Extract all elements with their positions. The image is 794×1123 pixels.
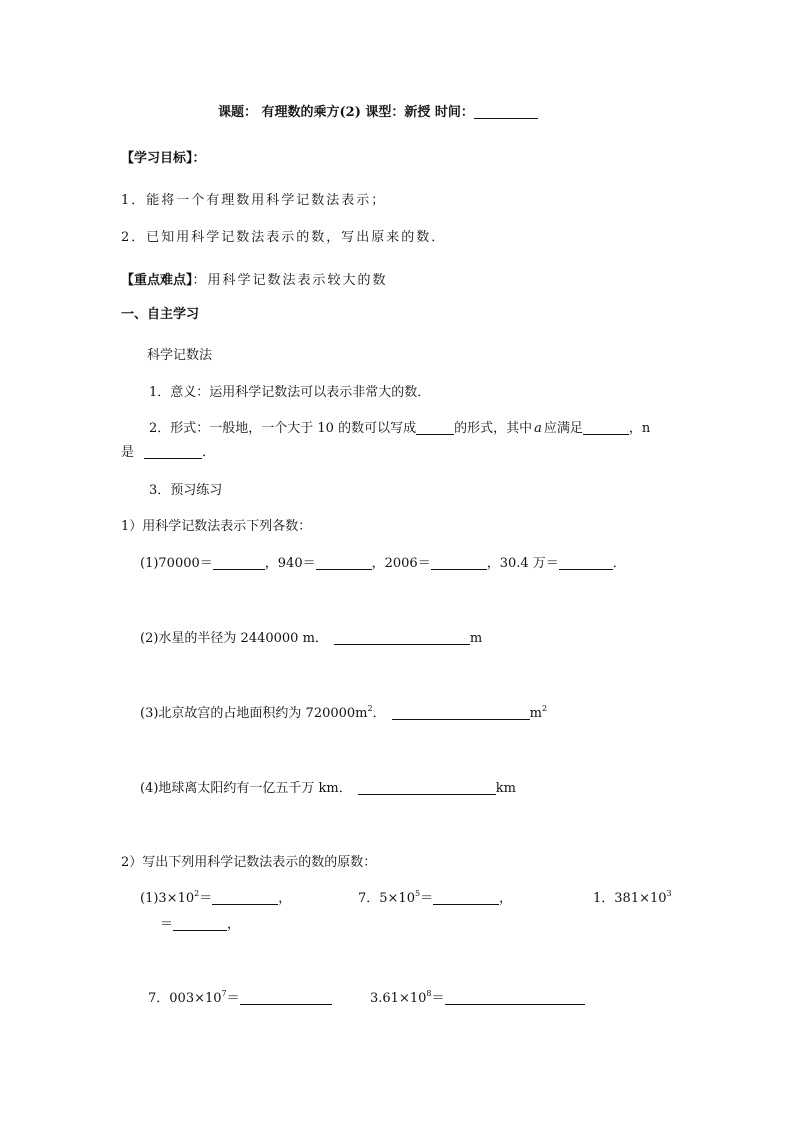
q2-item-3-cont — [160, 913, 240, 932]
q1-p3-sup: 2 — [367, 704, 373, 713]
q2-c-blank[interactable] — [173, 916, 227, 931]
q1-p1-blank-1[interactable] — [213, 555, 265, 570]
q2-c-eq: ＝ — [160, 917, 174, 932]
q1-p1-text-c: ，2006＝ — [371, 556, 431, 571]
q2-b-blank[interactable] — [433, 890, 499, 905]
q1-part4 — [140, 777, 516, 796]
q1-p3-unit: m — [529, 706, 542, 721]
q2-b-eq: ＝ — [420, 891, 434, 906]
form-blank-1[interactable] — [416, 420, 454, 435]
q1-p3-text-a: (3)北京故宫的占地面积约为 720000m — [140, 706, 368, 721]
q1-label: 1）用科学记数法表示下列各数： — [121, 519, 312, 534]
q2-d-blank[interactable] — [240, 990, 332, 1005]
q2-label: 2）写出下列用科学记数法表示的数的原数： — [121, 855, 377, 870]
q2-a-sup: 2 — [194, 889, 200, 898]
q2-b-sup: 5 — [414, 889, 421, 898]
q1-p3-text-b: ． — [372, 706, 386, 721]
q2-a-text: (1)3×10 — [140, 891, 195, 906]
q2-c-text: 1．381×10 — [593, 891, 667, 906]
form-text-a: 2．形式：一般地，一个大于 10 的数可以写成 — [149, 421, 417, 436]
q2-d-sup: 7 — [221, 989, 227, 998]
form-text-b: 的形式，其中 — [454, 421, 533, 436]
q2-c-sup: 3 — [666, 889, 672, 898]
form-variable: a — [534, 421, 542, 436]
q1-p3-blank[interactable] — [392, 705, 530, 720]
form-blank-3[interactable] — [144, 444, 202, 459]
q1-part2 — [140, 627, 482, 646]
q1-p3-unit-sup: 2 — [541, 704, 548, 713]
q1-p1-blank-4[interactable] — [559, 555, 613, 570]
q1-p1-blank-3[interactable] — [431, 555, 487, 570]
objectives-heading: 【学习目标】： — [121, 151, 206, 166]
form-text-d: ，n — [628, 421, 651, 436]
difficulty-text: ：用科学记数法表示较大的数 — [192, 273, 388, 288]
form-text-f: ． — [202, 445, 216, 460]
q2-a-end: ， — [278, 891, 292, 906]
q1-p4-unit: km — [495, 781, 516, 796]
q1-p2-unit: m — [469, 631, 483, 646]
q2-d-text: 7．003×10 — [148, 991, 222, 1006]
q2-item-5 — [370, 987, 585, 1006]
q2-item-1 — [140, 887, 291, 906]
form-blank-2[interactable] — [583, 420, 629, 435]
time-blank[interactable] — [474, 104, 538, 119]
form-line — [149, 417, 650, 436]
practice-heading: 3．预习练习 — [149, 483, 223, 498]
q2-b-end: ， — [499, 891, 513, 906]
q2-c-end: ， — [227, 917, 241, 932]
q2-item-3 — [593, 887, 672, 906]
form-text-c: 应满足 — [543, 421, 583, 436]
q1-p1-text-e: ． — [612, 556, 626, 571]
q2-e-sup: 8 — [426, 989, 432, 998]
q1-part3 — [140, 702, 547, 721]
page-title — [218, 101, 538, 120]
objective-item-2: 2．已知用科学记数法表示的数，写出原来的数． — [121, 230, 447, 245]
q1-p4-text-a: (4)地球离太阳约有一亿五千万 km． — [140, 781, 352, 796]
difficulty-heading: 【重点难点】 — [121, 273, 193, 288]
q2-e-blank[interactable] — [445, 990, 585, 1005]
q1-p1-text-b: ，940＝ — [264, 556, 316, 571]
q2-item-2 — [358, 887, 512, 906]
title-text: 课题： 有理数的乘方(2) 课型：新授 时间： — [218, 105, 474, 120]
q1-part1 — [140, 552, 626, 571]
q1-p1-text-d: ，30.4 万＝ — [486, 556, 559, 571]
objective-item-1: 1．能将一个有理数用科学记数法表示； — [121, 193, 387, 208]
meaning-text: 1．意义：运用科学记数法可以表示非常大的数． — [149, 385, 431, 400]
q2-d-eq: ＝ — [226, 991, 240, 1006]
q2-a-eq: ＝ — [199, 891, 213, 906]
section-heading: 一、自主学习 — [121, 307, 200, 322]
form-line-2 — [121, 441, 215, 460]
section-subtitle: 科学记数法 — [147, 348, 213, 363]
form-text-e: 是 — [121, 445, 135, 460]
q1-p2-text-a: (2)水星的半径为 2440000 m． — [140, 631, 328, 646]
q1-p2-blank[interactable] — [334, 630, 470, 645]
q1-p1-blank-2[interactable] — [316, 555, 372, 570]
q1-p1-text-a: (1)70000＝ — [140, 556, 213, 571]
q1-p4-blank[interactable] — [358, 780, 496, 795]
q2-e-eq: ＝ — [431, 991, 445, 1006]
q2-b-text: 7．5×10 — [358, 891, 415, 906]
q2-a-blank[interactable] — [212, 890, 278, 905]
q2-e-text: 3.61×10 — [370, 991, 427, 1006]
q2-item-4 — [148, 987, 332, 1006]
difficulty-line — [121, 269, 388, 288]
